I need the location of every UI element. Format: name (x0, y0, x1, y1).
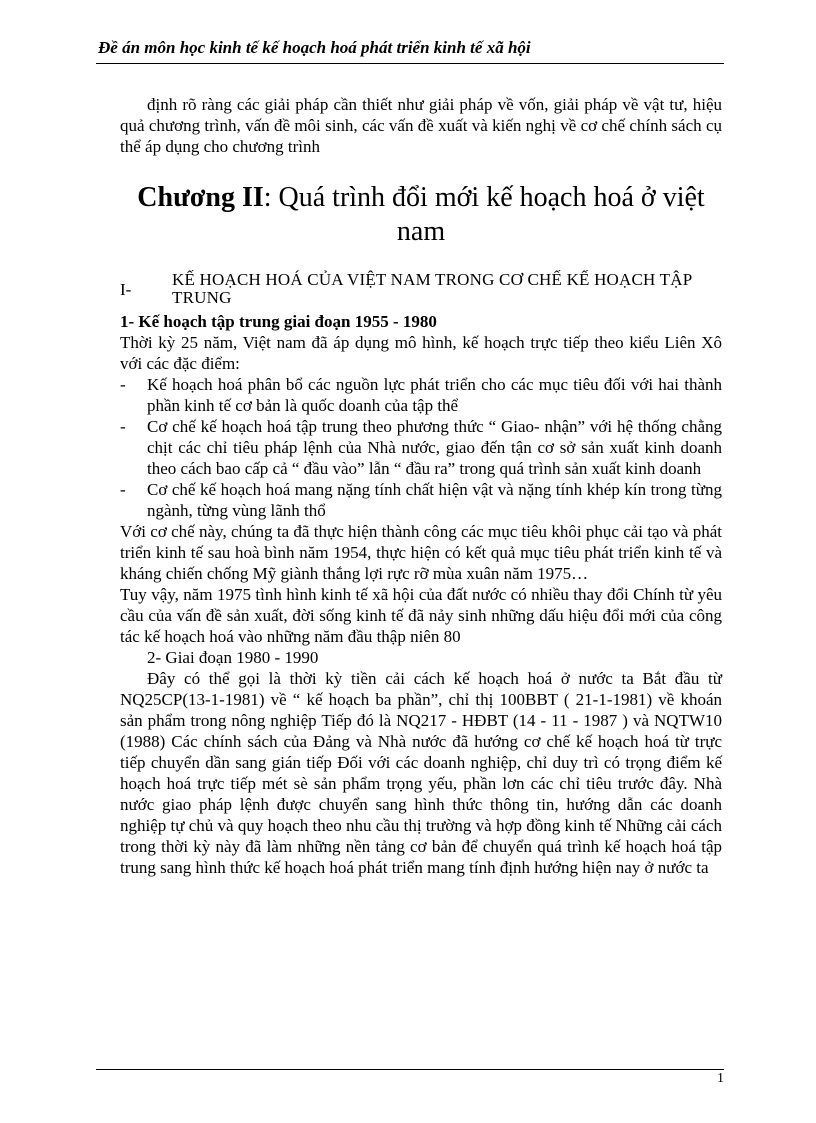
subsection-1-intro: Thời kỳ 25 năm, Việt nam đã áp dụng mô hình, kế hoạch trực tiếp theo kiểu Liên Xô với các đặc điểm: (120, 333, 722, 373)
bullet-dash: - (120, 417, 126, 436)
section-number: I- (120, 280, 132, 299)
bullet-text: Cơ chế kế hoạch hoá tập trung theo phương thức “ Giao- nhận” với hệ thống chằng chịt các chỉ tiêu pháp lệnh của Nhà nước, giao đến tận cơ sở sản xuất kinh doanh theo cách bao cấp cả “ đầu vào” lẫn “ đầu ra” trong quá trình sản xuất kinh doanh (147, 417, 722, 478)
bullet-text: Cơ chế kế hoạch hoá mang nặng tính chất hiện vật và nặng tính khép kín trong từng ngành, từng vùng lãnh thổ (147, 480, 722, 520)
subsection-1-title: 1- Kế hoạch tập trung giai đoạn 1955 - 1980 (120, 312, 437, 331)
subsection-2-title: 2- Giai đoạn 1980 - 1990 (147, 648, 319, 667)
page-number: 1 (717, 1071, 724, 1086)
intro-paragraph: định rõ ràng các giải pháp cần thiết như giải pháp về vốn, giải pháp về vật tư, hiệu quả chương trình, vấn đề môi sinh, các vấn đề xuất và kiến nghị về cơ chế chính sách cụ thể áp dụng cho chương trình (120, 95, 722, 156)
bullet-item (120, 416, 722, 479)
bullet-dash: - (120, 375, 126, 394)
page-header: Đề án môn học kinh tế kế hoạch hoá phát triển kinh tế xã hội (98, 38, 531, 57)
bullet-item (120, 374, 722, 416)
chapter-heading (120, 181, 722, 249)
subsection-2-paragraph: Đây có thể gọi là thời kỳ tiền cải cách kế hoạch hoá ở nước ta Bắt đầu từ NQ25CP(13-1-1981) về “ kế hoạch ba phần”, chỉ thị 100BBT ( 21-1-1981) về khoán sản phẩm trong nông nghiệp Tiếp đó là NQ217 - HĐBT (14 - 11 - 1987 ) và NQTW10 (1988) Các chính sách của Đảng và Nhà nước đã hướng cơ chế kế hoạch hoá từ trực tiếp chuyển dần sang gián tiếp Đối với các doanh nghiệp, chỉ duy trì có trọng điểm kế hoạch hoá trực tiếp mét sè sản phẩm trọng yếu, phần lơn các chỉ tiêu trước đây. Nhà nước giao pháp lệnh được chuyển sang hình thức thông tin, hướng dẫn các doanh nghiệp tự chủ và quy hoạch theo nhu cầu thị trường và hợp đồng kinh tế Những cải cách trong thời kỳ này đã làm những nền tảng cơ bản để chuyển quá trình kế hoạch hoá tập trung sang hình thức kế hoạch hoá phát triển mang tính định hướng hiện nay ở nước ta (120, 669, 722, 877)
section-title: KẾ HOẠCH HOÁ CỦA VIỆT NAM TRONG CƠ CHẾ KẾ HOẠCH TẬP TRUNG (172, 270, 692, 307)
chapter-label: Chương II (137, 182, 264, 213)
bullet-item (120, 479, 722, 521)
subsection-1-paragraph-2: Tuy vậy, năm 1975 tình hình kinh tế xã hội của đất nước có nhiều thay đổi Chính từ yêu cầu của vấn đề sản xuất, đời sống kinh tế đã nảy sinh những dấu hiệu đổi mới của công tác kế hoạch hoá vào những năm đầu thập niên 80 (120, 585, 722, 646)
bullet-text: Kế hoạch hoá phân bổ các nguồn lực phát triển cho các mục tiêu đối với hai thành phần kinh tế cơ bản là quốc doanh của tập thể (147, 375, 722, 415)
header-divider (96, 63, 724, 64)
document-body (120, 94, 722, 878)
bullet-dash: - (120, 480, 126, 499)
footer-divider (96, 1069, 724, 1070)
subsection-1-paragraph-1: Với cơ chế này, chúng ta đã thực hiện thành công các mục tiêu khôi phục cải tạo và phát triển kinh tế sau hoà bình năm 1954, thực hiện có kết quả mục tiêu phát triển kinh tế và kháng chiến chống Mỹ giành thắng lợi rực rỡ mùa xuân năm 1975… (120, 522, 722, 583)
section-heading (120, 271, 722, 307)
chapter-title: : Quá trình đổi mới kế hoạch hoá ở việt nam (263, 182, 705, 247)
